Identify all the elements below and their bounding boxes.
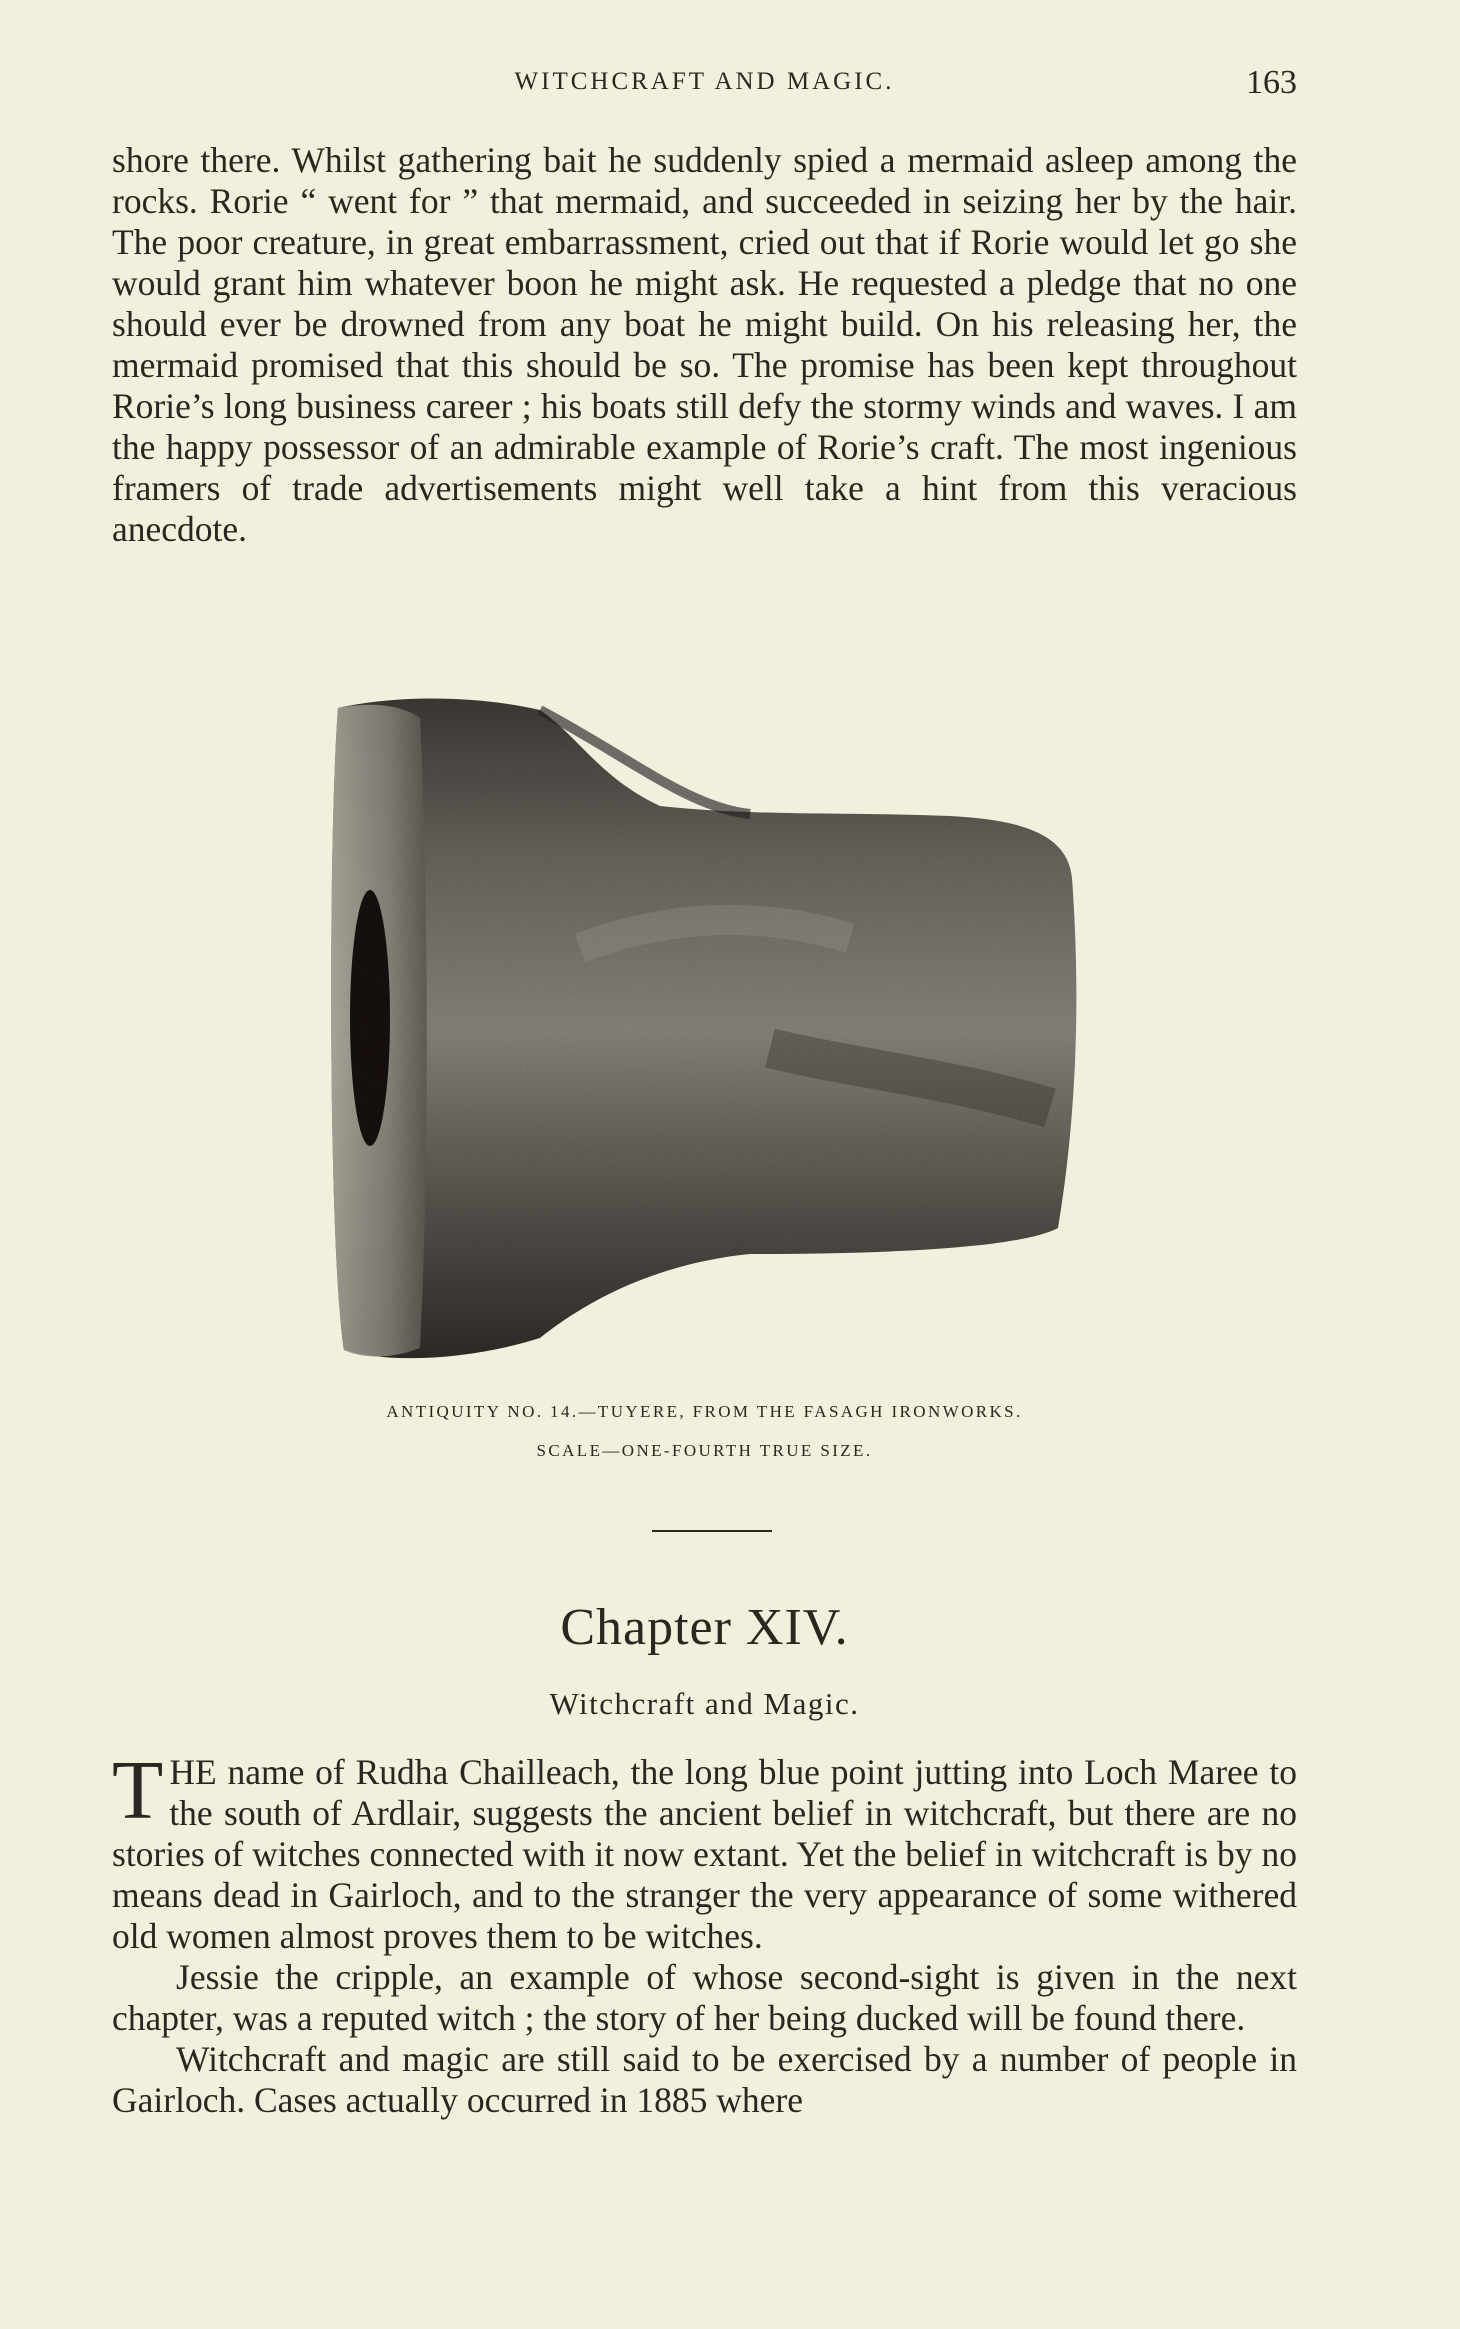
figure-caption: ANTIQUITY NO. 14.—TUYERE, FROM THE FASAGH IRONWORKS.: [386, 1402, 1023, 1421]
chapter-paragraph-1: [112, 1744, 1297, 1957]
tuyere-image: [330, 688, 1090, 1378]
chapter-text: [112, 1744, 1297, 2121]
section-divider: [652, 1530, 772, 1532]
chapter-subheading: Witchcraft and Magic.: [549, 1686, 860, 1721]
paragraph-text: shore there. Whilst gathering bait he suddenly spied a mermaid asleep among the rocks. Rorie “ went for ” that mermaid, and succeeded in seizing her by the hair. The poor creature, in great embarrassment, cried out that if Rorie would let go she would grant him whatever boon he might ask. He requested a pledge that no one should ever be drowned from any boat he might build. On his releasing her, the mermaid promised that this should be so. The promise has been kept throughout Rorie’s long business career ; his boats still defy the stormy winds and waves. I am the happy possessor of an admirable example of Rorie’s craft. The most ingenious framers of trade advertisements might well take a hint from this veracious anecdote.: [112, 140, 1297, 549]
figure-scale-caption: SCALE—ONE-FOURTH TRUE SIZE.: [536, 1441, 873, 1460]
chapter-heading: Chapter XIV.: [560, 1599, 849, 1656]
tuyere-illustration: [330, 688, 1090, 1378]
tuyere-shape: [331, 699, 1076, 1359]
page-number: 163: [1246, 64, 1297, 101]
paragraph-top: [112, 140, 1297, 550]
drop-cap: T: [112, 1744, 164, 1837]
chapter-paragraph-2: Jessie the cripple, an example of whose second-sight is given in the next chapter, was a reputed witch ; the story of her being ducked will be found there.: [112, 1957, 1297, 2038]
running-head: [112, 64, 1297, 104]
running-title: WITCHCRAFT AND MAGIC.: [514, 68, 895, 95]
paragraph-text: HE name of Rudha Chailleach, the long blue point jutting into Loch Maree to the south of Ardlair, suggests the ancient belief in witchcraft, but there are no stories of witches connected with it now extant. Yet the belief in witchcraft is by no means dead in Gairloch, and to the stranger the very appearance of some withered old women almost proves them to be witches.: [112, 1752, 1297, 1956]
chapter-paragraph-3: Witchcraft and magic are still said to be exercised by a number of people in Gairloch. Cases actually occurred in 1885 where: [112, 2039, 1297, 2120]
